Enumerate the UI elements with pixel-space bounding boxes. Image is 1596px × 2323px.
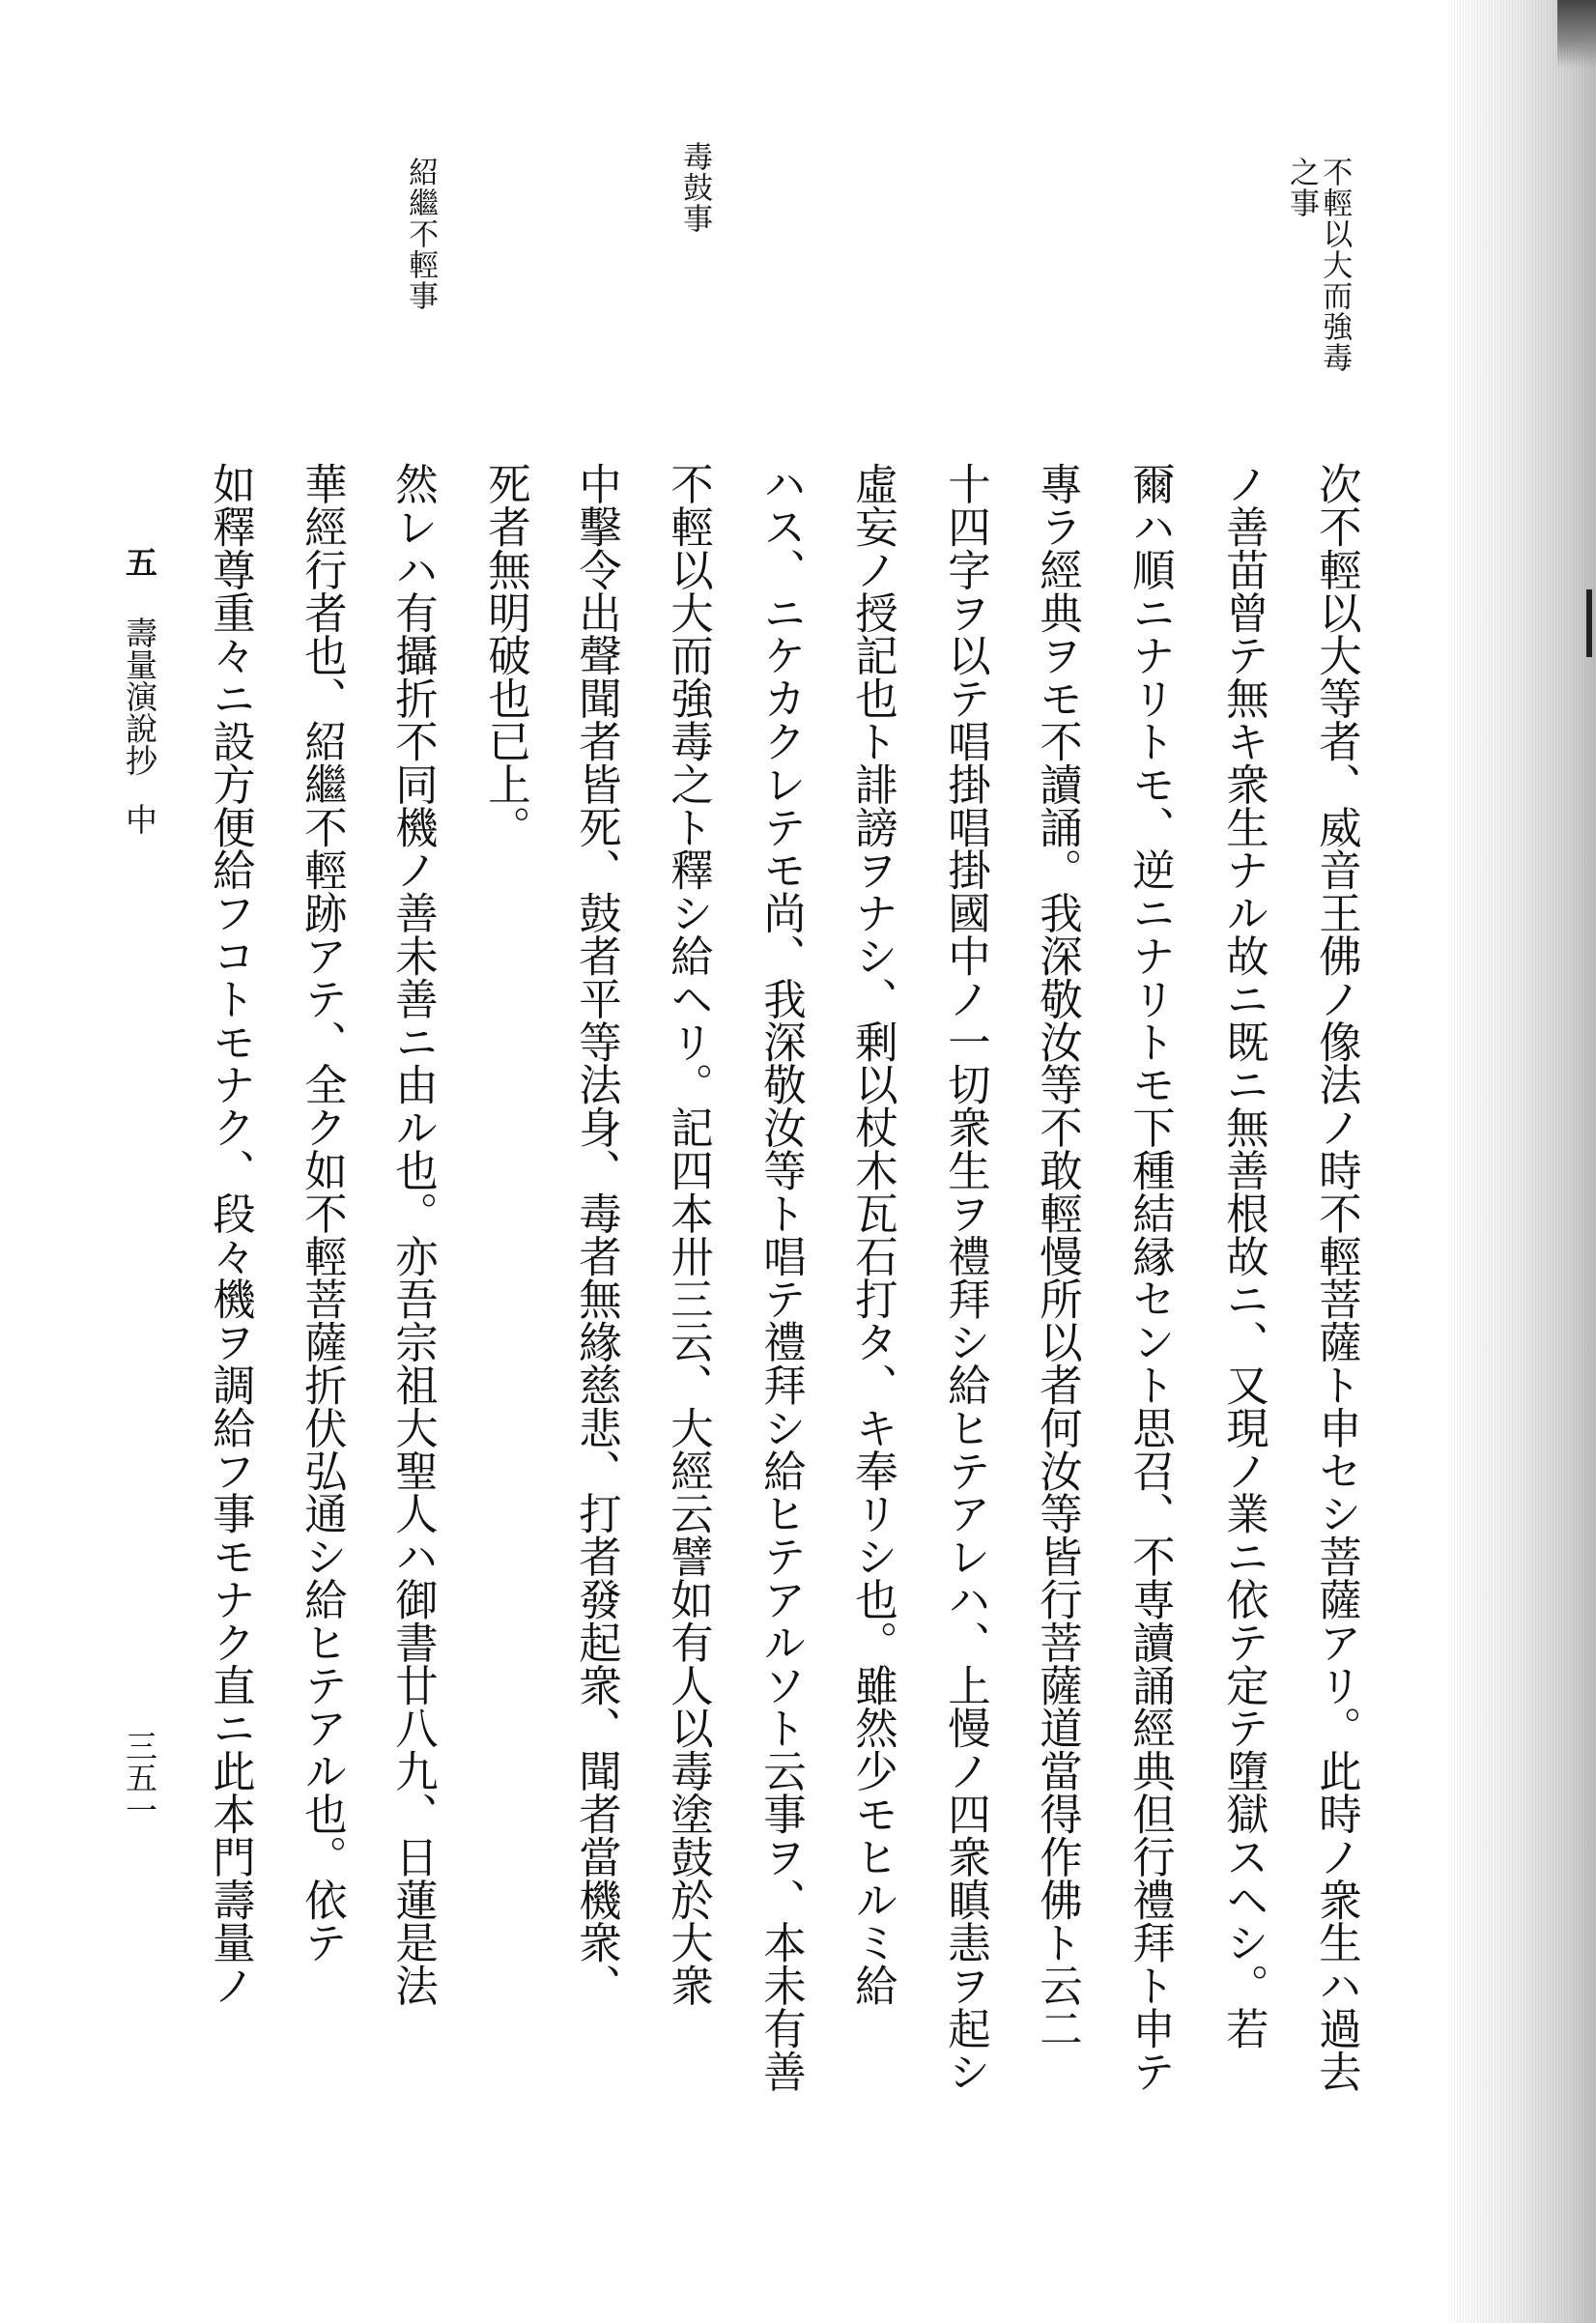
body-line-6: 虛妄ノ授記也ト誹謗ヲナシ、剰以杖木瓦石打タ、キ奉リシ也。雖然少モヒルミ給 [847,462,898,2007]
body-line-10: 死者無明破也已上。 [480,462,530,848]
body-line-12: 華經行者也、紹繼不輕跡アテ、全ク如不輕菩薩折伏弘通シ給ヒテアル也。依テ [297,462,347,1964]
margin-heading-1 [1285,157,1351,373]
margin-heading-3: 紹繼不輕事 [403,157,439,311]
margin-heading-1-line1: 不輕以大而強毒 [1317,157,1353,373]
corner-mark [1557,0,1596,68]
body-line-1: 次不輕以大等者、威音王佛ノ像法ノ時不輕菩薩ト申セシ菩薩アリ。此時ノ衆生ハ過去 [1311,462,1361,2093]
margin-heading-1-line2: 之事 [1284,157,1320,218]
running-footer-title [121,546,158,835]
section-number: 五 [121,546,158,578]
page-number: 三五一 [121,1730,158,1825]
body-line-3: 爾ハ順ニナリトモ、逆ニナリトモ下種結縁セント思召、不専讀誦經典但行禮拜ト申テ [1125,462,1175,2093]
book-title: 壽量演說抄 [121,617,158,776]
body-line-8: 不輕以大而強毒之ト釋シ給ヘリ。記四本卅三云、大經云譬如有人以毒塗鼓於大衆 [663,462,713,2007]
body-line-2: ノ善苗曾テ無キ衆生ナル故ニ既ニ無善根故ニ、又現ノ業ニ依テ定テ墮獄スヘシ。若 [1218,462,1268,2050]
body-line-11: 然レハ有攝折不同機ノ善未善ニ由ル也。亦吾宗祖大聖人ハ御書廿八九、日蓮是法 [387,462,438,2007]
binding-shadow [1451,0,1596,2323]
body-line-4: 專ラ經典ヲモ不讀誦。我深敬汝等不敢輕慢所以者何汝等皆行菩薩道當得作佛ト云二 [1032,462,1082,2050]
margin-heading-2: 毒鼓事 [677,141,713,234]
edge-mark [1586,589,1592,657]
body-line-5: 十四字ヲ以テ唱掛唱掛國中ノ一切衆生ヲ禮拜シ給ヒテアレハ、上慢ノ四衆瞋恚ヲ起シ [940,462,990,2093]
body-line-13: 如釋尊重々ニ設方便給フコトモナク、段々機ヲ調給フ事モナク直ニ此本門壽量ノ [205,462,255,2007]
body-line-9: 中擊令出聲聞者皆死、鼓者平等法身、毒者無緣慈悲、打者發起衆、聞者當機衆、 [571,462,621,2007]
volume-label: 中 [121,803,158,835]
body-line-7: ハス、ニケカクレテモ尚、我深敬汝等ト唱テ禮拜シ給ヒテアルソト云事ヲ、本未有善 [755,462,806,2093]
